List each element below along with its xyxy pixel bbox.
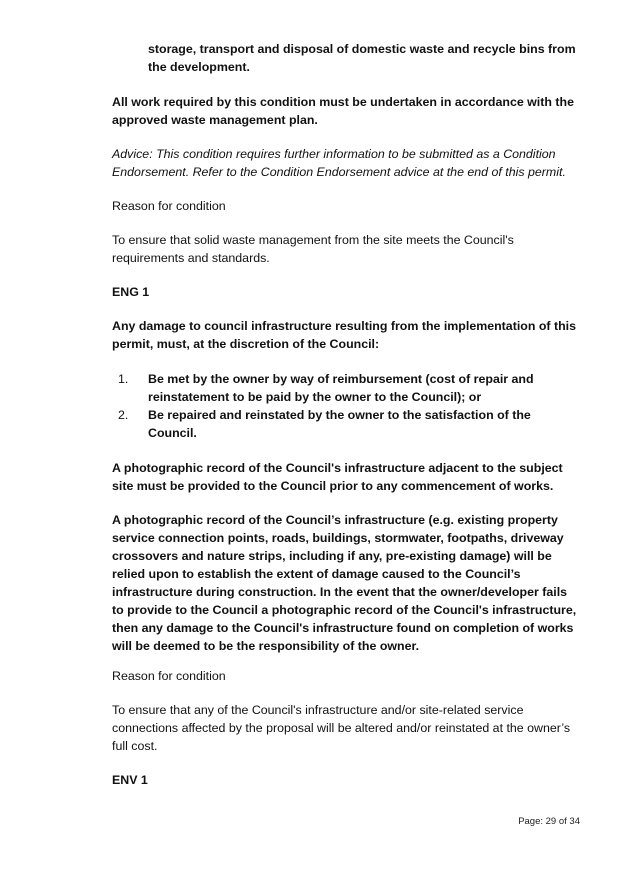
list-text: Be repaired and reinstated by the owner to the satisfaction of the Council. — [148, 408, 531, 440]
reason-label: Reason for condition — [112, 199, 226, 213]
work-required-paragraph: All work required by this condition must be undertaken in accordance with the approved waste management plan. — [112, 95, 574, 127]
photo-record-paragraph-1: A photographic record of the Council's infrastructure adjacent to the subject site must be provided to the Council prior to any commencement of works. — [112, 461, 563, 493]
page-number: Page: 29 of 34 — [518, 816, 580, 827]
waste-condition-continued: storage, transport and disposal of domestic waste and recycle bins from the development. — [148, 42, 576, 74]
list-number: 2. — [118, 408, 129, 422]
section-heading-env1: ENV 1 — [112, 773, 148, 787]
photo-record-paragraph-2: A photographic record of the Council’s infrastructure (e.g. existing property service connection points, roads, buildings, stormwater, footpaths, driveway crossovers and nature strips, including if any, pre-existing damage) will be relied upon to establish the extent of damage caused to the Council’s infrastructure during construction. In the event that the owner/developer fails to provide to the Council a photographic record of the Council's infrastructure, then any damage to the Council's infrastructure found on completion of works will be deemed to be the responsibility of the owner. — [112, 513, 577, 653]
reason-text: To ensure that any of the Council's infrastructure and/or site-related service connections affected by the proposal will be altered and/or reinstated at the owner’s full cost. — [112, 703, 571, 753]
list-number: 1. — [118, 372, 129, 386]
reason-label: Reason for condition — [112, 669, 226, 683]
list-text: Be met by the owner by way of reimbursement (cost of repair and reinstatement to be paid by the owner to the Council); or — [148, 372, 534, 404]
section-heading-eng1: ENG 1 — [112, 285, 150, 299]
reason-text: To ensure that solid waste management from the site meets the Council's requirements and standards. — [112, 233, 514, 265]
eng1-intro-paragraph: Any damage to council infrastructure resulting from the implementation of this permit, must, at the discretion of the Council: — [112, 319, 577, 351]
advice-paragraph: Advice: This condition requires further information to be submitted as a Condition Endorsement. Refer to the Condition Endorsement advice at the end of this permit. — [112, 147, 566, 179]
